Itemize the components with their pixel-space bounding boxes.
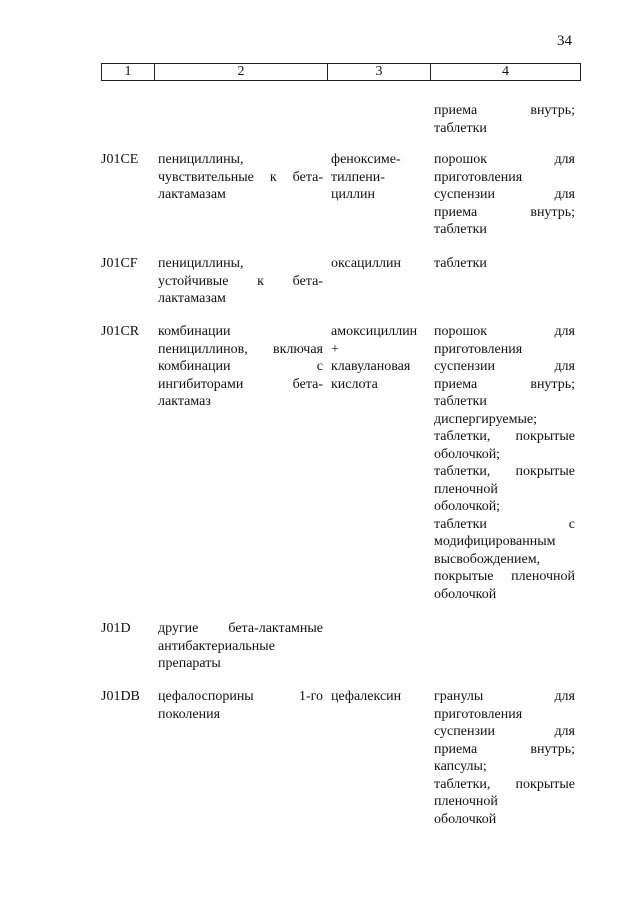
cell-line: оболочкой	[434, 811, 497, 827]
cell-line: пленочной	[434, 794, 498, 809]
cell-line: гранулы для	[434, 689, 575, 704]
cell-line: таблетки	[434, 394, 487, 409]
cell-line: суспензии для	[434, 187, 575, 202]
group-name-cell	[158, 255, 323, 308]
cell-line: приготовления	[434, 341, 523, 357]
atc-code-cell: J01DB	[101, 689, 140, 704]
cell-line: оксациллин	[331, 256, 401, 271]
cell-line: таблетки, покрытые	[434, 464, 575, 479]
column-header-1: 1	[102, 64, 155, 81]
cell-line: оболочкой	[434, 586, 497, 602]
dosage-forms-cell	[434, 688, 575, 828]
cell-line: покрытые пленочной	[434, 569, 575, 584]
cell-line: суспензии для	[434, 724, 575, 739]
cell-line: цефалексин	[331, 689, 402, 704]
dosage-forms-cell	[434, 151, 575, 239]
cell-line: пленочной	[434, 481, 498, 497]
cell-line: циллин	[331, 187, 375, 202]
page-number: 34	[557, 33, 572, 49]
cell-line: оболочкой;	[434, 446, 501, 462]
group-name-cell	[158, 151, 323, 204]
drug-name-cell	[331, 255, 431, 273]
dosage-forms-cell	[434, 102, 575, 137]
cell-line: цефалоспорины 1-го	[158, 689, 323, 704]
atc-code-cell: J01CE	[101, 152, 139, 167]
cell-line: высвобождением,	[434, 551, 541, 567]
drug-name-cell	[331, 688, 431, 706]
cell-line: таблетки, покрытые	[434, 429, 575, 444]
cell-line: оболочкой;	[434, 499, 501, 514]
column-header-3: 3	[328, 64, 431, 81]
cell-line: капсулы;	[434, 759, 487, 774]
cell-line: поколения	[158, 706, 221, 722]
group-name-cell	[158, 620, 323, 673]
dosage-forms-cell	[434, 255, 575, 273]
cell-line: таблетки	[434, 256, 487, 271]
cell-line: клавулановая	[331, 359, 411, 374]
cell-line: пенициллины,	[158, 256, 244, 271]
cell-line: устойчивые к бета-	[158, 273, 323, 289]
group-name-cell	[158, 323, 323, 411]
cell-line: приема внутрь;	[434, 741, 575, 757]
cell-line: порошок для	[434, 324, 575, 339]
cell-line: порошок для	[434, 152, 575, 167]
cell-line: +	[331, 341, 339, 357]
cell-line: приготовления	[434, 169, 523, 185]
cell-line: приема внутрь;	[434, 204, 575, 220]
cell-line: пенициллинов, включая	[158, 341, 323, 357]
cell-line: таблетки	[434, 222, 487, 237]
cell-line: лактамазам	[158, 291, 226, 306]
cell-line: лактамазам	[158, 187, 226, 202]
cell-line: другие бета-лактамные	[158, 621, 323, 636]
group-name-cell	[158, 688, 323, 723]
column-header-4: 4	[431, 64, 581, 81]
cell-line: диспергируемые;	[434, 411, 537, 427]
cell-line: антибактериальные	[158, 638, 275, 654]
cell-line: препараты	[158, 656, 221, 671]
cell-line: тилпени-	[331, 169, 385, 185]
cell-line: лактамаз	[158, 394, 211, 409]
atc-code-cell: J01D	[101, 621, 131, 636]
column-header-row	[102, 64, 581, 81]
cell-line: комбинации с	[158, 359, 323, 374]
cell-line: таблетки	[434, 120, 487, 136]
cell-line: приема внутрь;	[434, 103, 575, 118]
cell-line: приема внутрь;	[434, 376, 575, 392]
cell-line: таблетки с	[434, 516, 575, 532]
cell-line: суспензии для	[434, 359, 575, 374]
drug-name-cell	[331, 151, 431, 204]
cell-line: кислота	[331, 376, 378, 392]
cell-line: ингибиторами бета-	[158, 376, 323, 392]
atc-code-cell: J01CF	[101, 256, 138, 271]
atc-code-cell: J01CR	[101, 324, 140, 339]
cell-line: феноксиме-	[331, 152, 401, 167]
cell-line: таблетки, покрытые	[434, 776, 575, 792]
column-header-2: 2	[155, 64, 328, 81]
dosage-forms-cell	[434, 323, 575, 603]
cell-line: пенициллины,	[158, 152, 244, 167]
column-header-table	[101, 63, 581, 81]
cell-line: чувствительные к бета-	[158, 169, 323, 185]
cell-line: приготовления	[434, 706, 523, 722]
cell-line: модифицированным	[434, 534, 556, 549]
drug-name-cell	[331, 323, 431, 393]
cell-line: амоксициллин	[331, 324, 418, 339]
cell-line: комбинации	[158, 324, 231, 339]
